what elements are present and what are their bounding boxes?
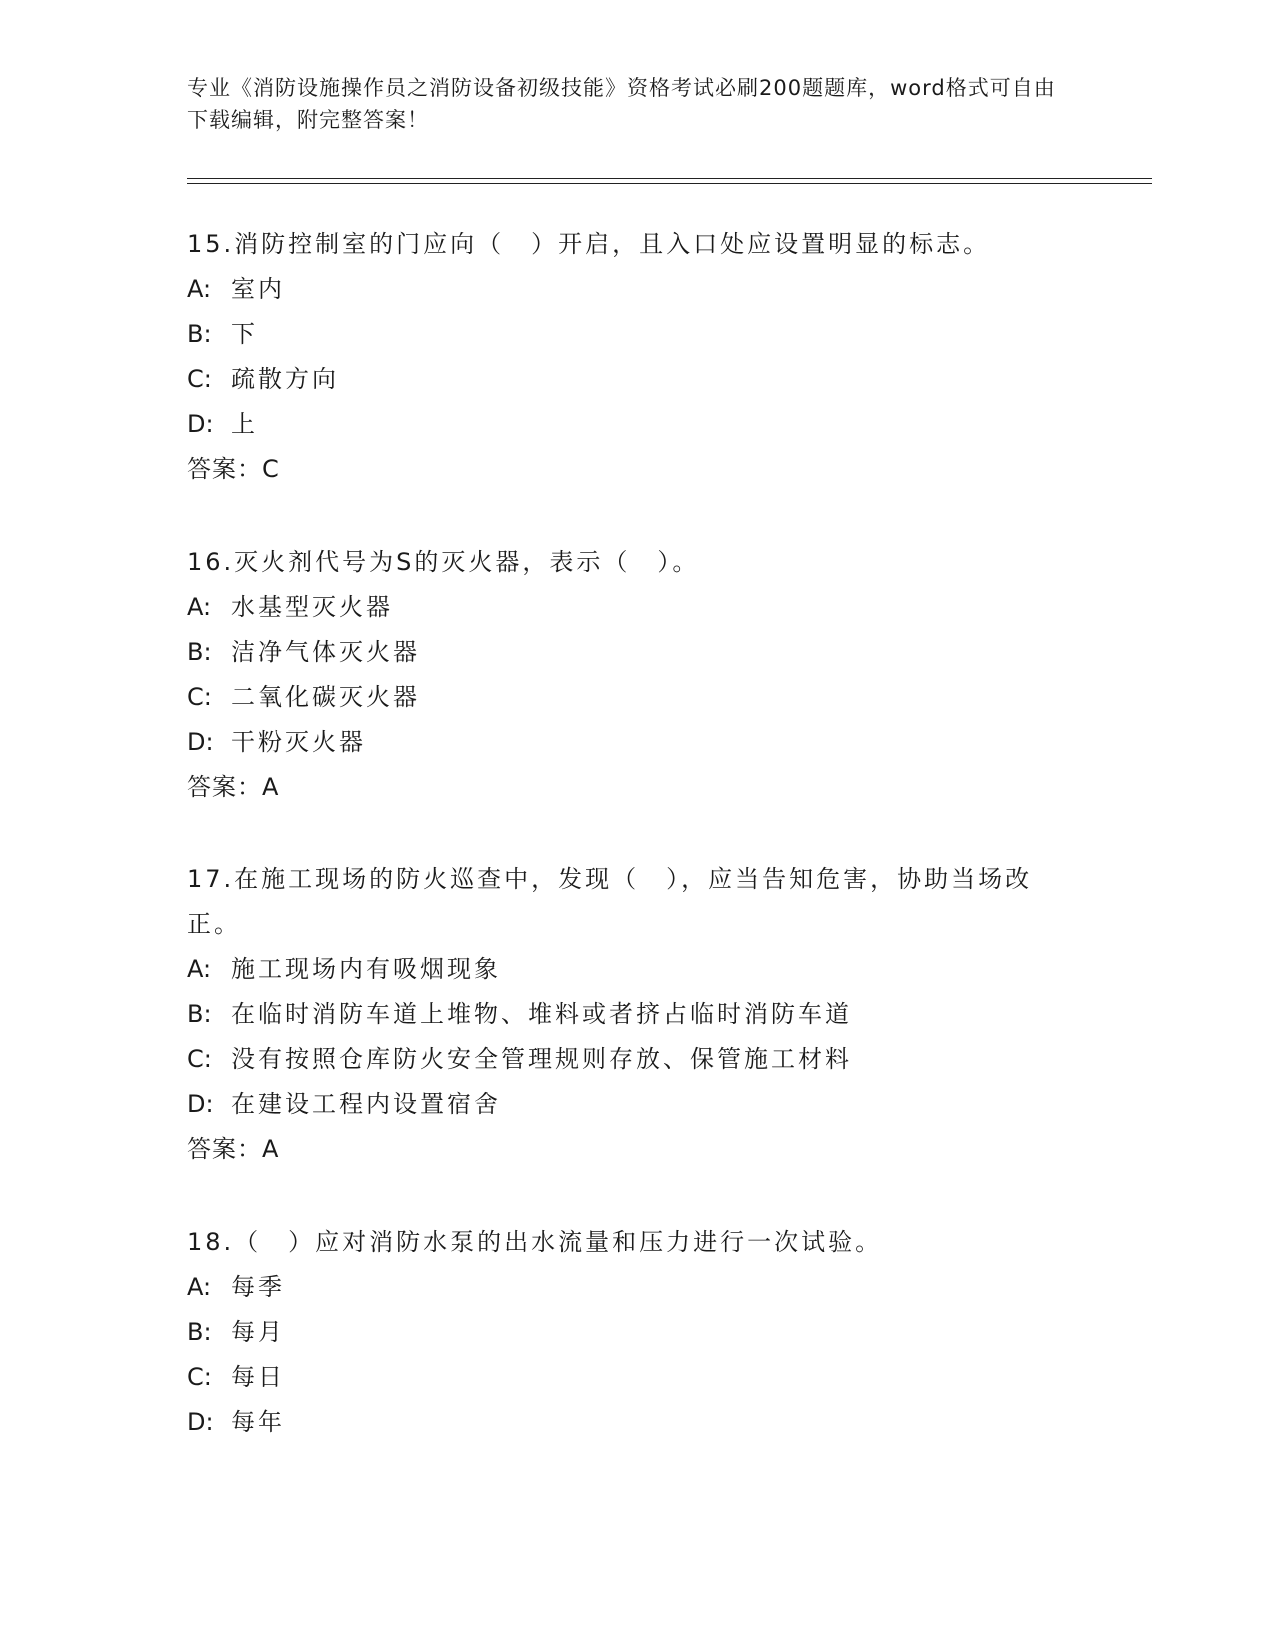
question-stem: 18.（ ）应对消防水泵的出水流量和压力进行一次试验。 xyxy=(187,1228,883,1256)
option-letter: B: xyxy=(187,320,212,348)
answer-label: 答案： xyxy=(187,773,262,801)
option-text: 在建设工程内设置宿舍 xyxy=(231,1090,501,1118)
question-stem: 16.灭火剂代号为S的灭火器，表示（ ）。 xyxy=(187,548,700,576)
answer-value: A xyxy=(262,1135,279,1163)
option-d xyxy=(187,402,1087,447)
answer-label: 答案： xyxy=(187,1135,262,1163)
option-b xyxy=(187,630,1087,675)
option-text: 洁净气体灭火器 xyxy=(231,638,420,666)
option-c xyxy=(187,1037,1077,1082)
option-letter: D: xyxy=(187,1090,214,1118)
option-b xyxy=(187,312,1087,357)
option-letter: A: xyxy=(187,1273,212,1301)
document-header: 专业《消防设施操作员之消防设备初级技能》资格考试必刷200题题库，word格式可自由下载编辑，附完整答案！ xyxy=(187,76,1056,132)
option-text: 施工现场内有吸烟现象 xyxy=(231,955,501,983)
question-18 xyxy=(187,1220,1087,1445)
option-letter: D: xyxy=(187,1408,214,1436)
option-text: 上 xyxy=(231,410,258,438)
answer-line xyxy=(187,765,1087,810)
answer-label: 答案： xyxy=(187,455,262,483)
option-a xyxy=(187,267,1087,312)
header-divider-top xyxy=(187,178,1152,179)
option-text: 在临时消防车道上堆物、堆料或者挤占临时消防车道 xyxy=(231,1000,852,1028)
option-c xyxy=(187,1355,1087,1400)
option-text: 每日 xyxy=(231,1363,285,1391)
option-text: 二氧化碳灭火器 xyxy=(231,683,420,711)
answer-value: A xyxy=(262,773,279,801)
option-d xyxy=(187,720,1087,765)
option-letter: C: xyxy=(187,1045,212,1073)
option-text: 每年 xyxy=(231,1408,285,1436)
answer-line xyxy=(187,447,1087,492)
option-text: 水基型灭火器 xyxy=(231,593,393,621)
question-17 xyxy=(187,857,1077,1172)
option-b xyxy=(187,1310,1087,1355)
header-divider-bottom xyxy=(187,183,1152,184)
question-16 xyxy=(187,540,1087,810)
option-text: 疏散方向 xyxy=(231,365,339,393)
option-letter: B: xyxy=(187,1000,212,1028)
option-letter: B: xyxy=(187,638,212,666)
option-letter: D: xyxy=(187,410,214,438)
option-c xyxy=(187,675,1087,720)
option-text: 干粉灭火器 xyxy=(231,728,366,756)
option-b xyxy=(187,992,1077,1037)
option-letter: A: xyxy=(187,275,212,303)
question-stem: 17.在施工现场的防火巡查中，发现（ ），应当告知危害，协助当场改正。 xyxy=(187,865,1033,938)
option-a xyxy=(187,585,1087,630)
option-a xyxy=(187,1265,1087,1310)
option-d xyxy=(187,1400,1087,1445)
option-letter: C: xyxy=(187,683,212,711)
option-letter: C: xyxy=(187,365,212,393)
option-text: 下 xyxy=(231,320,258,348)
option-c xyxy=(187,357,1087,402)
option-letter: D: xyxy=(187,728,214,756)
option-text: 没有按照仓库防火安全管理规则存放、保管施工材料 xyxy=(231,1045,852,1073)
option-letter: A: xyxy=(187,955,212,983)
option-letter: B: xyxy=(187,1318,212,1346)
option-d xyxy=(187,1082,1077,1127)
option-text: 室内 xyxy=(231,275,285,303)
option-text: 每季 xyxy=(231,1273,285,1301)
answer-line xyxy=(187,1127,1077,1172)
option-text: 每月 xyxy=(231,1318,285,1346)
option-letter: A: xyxy=(187,593,212,621)
option-a xyxy=(187,947,1077,992)
answer-value: C xyxy=(262,455,279,483)
question-stem: 15.消防控制室的门应向（ ）开启，且入口处应设置明显的标志。 xyxy=(187,230,991,258)
option-letter: C: xyxy=(187,1363,212,1391)
question-15 xyxy=(187,222,1087,492)
